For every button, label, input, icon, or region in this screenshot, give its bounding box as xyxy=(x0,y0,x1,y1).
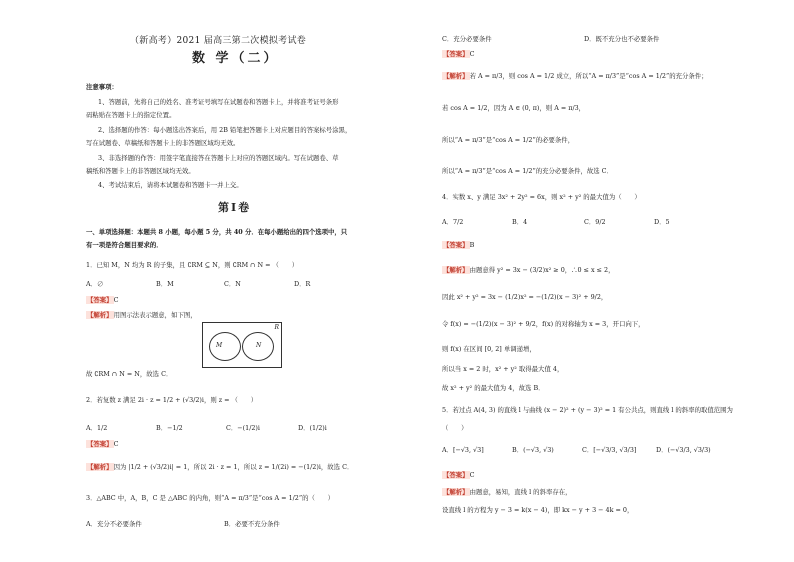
subject-title: 数 学（二） xyxy=(192,51,280,66)
solution-tag: 【解析】 xyxy=(443,72,469,80)
q3-solution-3: 所以“A = π/3”是“cos A = 1/2”的必要条件， xyxy=(442,136,575,144)
q4-solution-1-text: 由题意得 y² = 3x − (3/2)x² ≥ 0，∴0 ≤ x ≤ 2， xyxy=(469,266,615,274)
q1-option-d: D．R xyxy=(294,280,311,288)
q4-solution-5: 所以当 x = 2 时，x² + y² 取得最大值 4， xyxy=(442,365,564,373)
q1-solution xyxy=(86,311,197,319)
q3-option-c: C．充分必要条件 xyxy=(442,35,492,43)
q5-answer xyxy=(442,471,474,479)
q5-option-b: B．(−√3, √3) xyxy=(512,446,554,454)
right-column xyxy=(438,0,763,562)
q2-solution xyxy=(86,463,353,471)
question-3: 3．△ABC 中，A，B，C 是 △ABC 的内角，则“A = π/3”是“cos A = 1/2”的（ ） xyxy=(86,494,335,502)
solution-tag: 【解析】 xyxy=(443,266,469,274)
venn-circle-m xyxy=(209,332,241,361)
answer-tag: 【答案】 xyxy=(443,241,469,249)
q5-paren: （ ） xyxy=(442,424,468,432)
q3-option-b: B．必要不充分条件 xyxy=(224,520,280,528)
q3-option-a: A．充分不必要条件 xyxy=(86,520,142,528)
q2-option-d: D．(1/2)i xyxy=(298,424,327,432)
part-heading: 第Ⅰ卷 xyxy=(218,201,252,214)
question-4: 4．实数 x、y 满足 3x² + 2y² = 6x，则 x² + y² 的最大值为（ ） xyxy=(442,193,641,201)
venn-circle-n xyxy=(242,332,274,361)
q2-answer-value: C xyxy=(113,440,119,448)
q4-solution-2: 因此 x² + y² = 3x − (1/2)x² = −(1/2)(x − 3)² + 9/2， xyxy=(442,293,608,301)
q3-answer-value: C xyxy=(469,50,475,58)
answer-tag: 【答案】 xyxy=(87,296,113,304)
q2-answer xyxy=(86,440,118,448)
q2-option-a: A．1/2 xyxy=(86,424,108,432)
q2-option-c: C．−(1/2)i xyxy=(226,424,260,432)
q4-answer-value: B xyxy=(469,241,475,249)
q2-solution-text: 因为 |1/2 + (√3/2)i| = 1，所以 2i · z = 1，所以 z = 1/(2i) = −(1/2)i，故选 C． xyxy=(113,463,354,471)
q5-solution-1-text: 由题意，易知，直线 l 的斜率存在， xyxy=(469,488,572,496)
notice-1a: 1、答题前，先将自己的姓名、准考证号填写在试题卷和答题卡上，并将准考证号条形 xyxy=(98,98,339,106)
q1-conclusion: 故 ∁RM ∩ N = N，故选 C． xyxy=(86,370,173,378)
answer-tag: 【答案】 xyxy=(443,50,469,58)
q5-answer-value: C xyxy=(469,471,475,479)
notice-heading: 注意事项： xyxy=(86,83,118,91)
q1-answer xyxy=(86,296,118,304)
answer-tag: 【答案】 xyxy=(443,471,469,479)
exam-title: （新高考）2021 届高三第二次模拟考试卷 xyxy=(130,36,307,46)
notice-3b: 稿纸和答题卡上的非答题区域均无效。 xyxy=(86,167,195,175)
q3-solution-2: 若 cos A = 1/2，因为 A ∈ (0, π)，则 A = π/3， xyxy=(442,104,586,112)
q4-option-c: C．9/2 xyxy=(584,218,606,226)
section-heading-a: 一、单项选择题：本题共 8 小题，每小题 5 分，共 40 分．在每小题给出的四个选项中，只 xyxy=(86,228,348,236)
solution-tag: 【解析】 xyxy=(87,463,113,471)
solution-tag: 【解析】 xyxy=(443,488,469,496)
q4-solution-4: 则 f(x) 在区间 [0, 2] 单调递增， xyxy=(442,345,536,353)
q4-option-a: A．7/2 xyxy=(442,218,464,226)
question-5: 5．若过点 A(4, 3) 的直线 l 与曲线 (x − 2)² + (y − 3)² = 1 有公共点，则直线 l 的斜率的取值范围为 xyxy=(442,406,733,414)
question-1: 1．已知 M，N 均为 R 的子集，且 ∁RM ⊆ N，则 ∁RM ∩ N = （ ） xyxy=(86,261,299,269)
notice-1b: 码粘贴在答题卡上的指定位置。 xyxy=(86,111,176,119)
q4-answer xyxy=(442,241,474,249)
answer-tag: 【答案】 xyxy=(87,440,113,448)
venn-label-r: R xyxy=(274,324,279,331)
q4-solution-3: 令 f(x) = −(1/2)(x − 3)² + 9/2，f(x) 的对称轴为 x = 3，开口向下， xyxy=(442,320,645,328)
q1-option-a: A．∅ xyxy=(86,280,104,288)
q1-answer-value: C xyxy=(113,296,119,304)
q4-option-d: D．5 xyxy=(654,218,670,226)
venn-label-m: M xyxy=(216,342,223,349)
q1-option-c: C．N xyxy=(224,280,241,288)
notice-3a: 3、非选择题的作答：用签字笔直接答在答题卡上对应的答题区域内。写在试题卷、草 xyxy=(98,154,339,162)
q4-option-b: B．4 xyxy=(512,218,528,226)
q5-option-d: D．(−√3/3, √3/3) xyxy=(656,446,711,454)
notice-2b: 写在试题卷、草稿纸和答题卡上的非答题区域均无效。 xyxy=(86,139,240,147)
q3-answer xyxy=(442,50,474,58)
q4-solution-6: 故 x² + y² 的最大值为 4，故选 B． xyxy=(442,384,545,392)
q5-option-c: C．[−√3/3, √3/3] xyxy=(582,446,637,454)
q3-solution-1 xyxy=(442,72,708,80)
venn-label-n: N xyxy=(256,342,262,349)
q5-solution-2: 设直线 l 的方程为 y − 3 = k(x − 4)，即 kx − y + 3 − 4k = 0， xyxy=(442,506,634,514)
q5-option-a: A．[−√3, √3] xyxy=(442,446,484,454)
notice-2a: 2、选择题的作答：每小题选出答案后，用 2B 铅笔把答题卡上对应题目的答案标号涂黑， xyxy=(98,126,352,134)
q2-option-b: B．−1/2 xyxy=(156,424,183,432)
question-2: 2．若复数 z 满足 2i · z = 1/2 + (√3/2)i，则 z = （ ） xyxy=(86,396,258,404)
section-heading-b: 有一项是符合题目要求的． xyxy=(86,241,163,249)
q3-option-d: D．既不充分也不必要条件 xyxy=(584,35,660,43)
q3-solution-4: 所以“A = π/3”是“cos A = 1/2”的充分必要条件，故选 C． xyxy=(442,167,613,175)
solution-tag: 【解析】 xyxy=(87,311,113,319)
q1-solution-text: 用图示法表示题意，如下图， xyxy=(113,311,197,319)
notice-4: 4、考试结束后，请将本试题卷和答题卡一并上交。 xyxy=(98,181,243,189)
q1-option-b: B．M xyxy=(156,280,174,288)
q3-solution-1-text: 若 A = π/3，则 cos A = 1/2 成立，所以“A = π/3”是“cos A = 1/2”的充分条件； xyxy=(469,72,708,80)
q5-solution-1 xyxy=(442,488,572,496)
venn-diagram xyxy=(202,322,282,368)
left-column xyxy=(82,0,400,562)
q4-solution-1 xyxy=(442,266,615,274)
